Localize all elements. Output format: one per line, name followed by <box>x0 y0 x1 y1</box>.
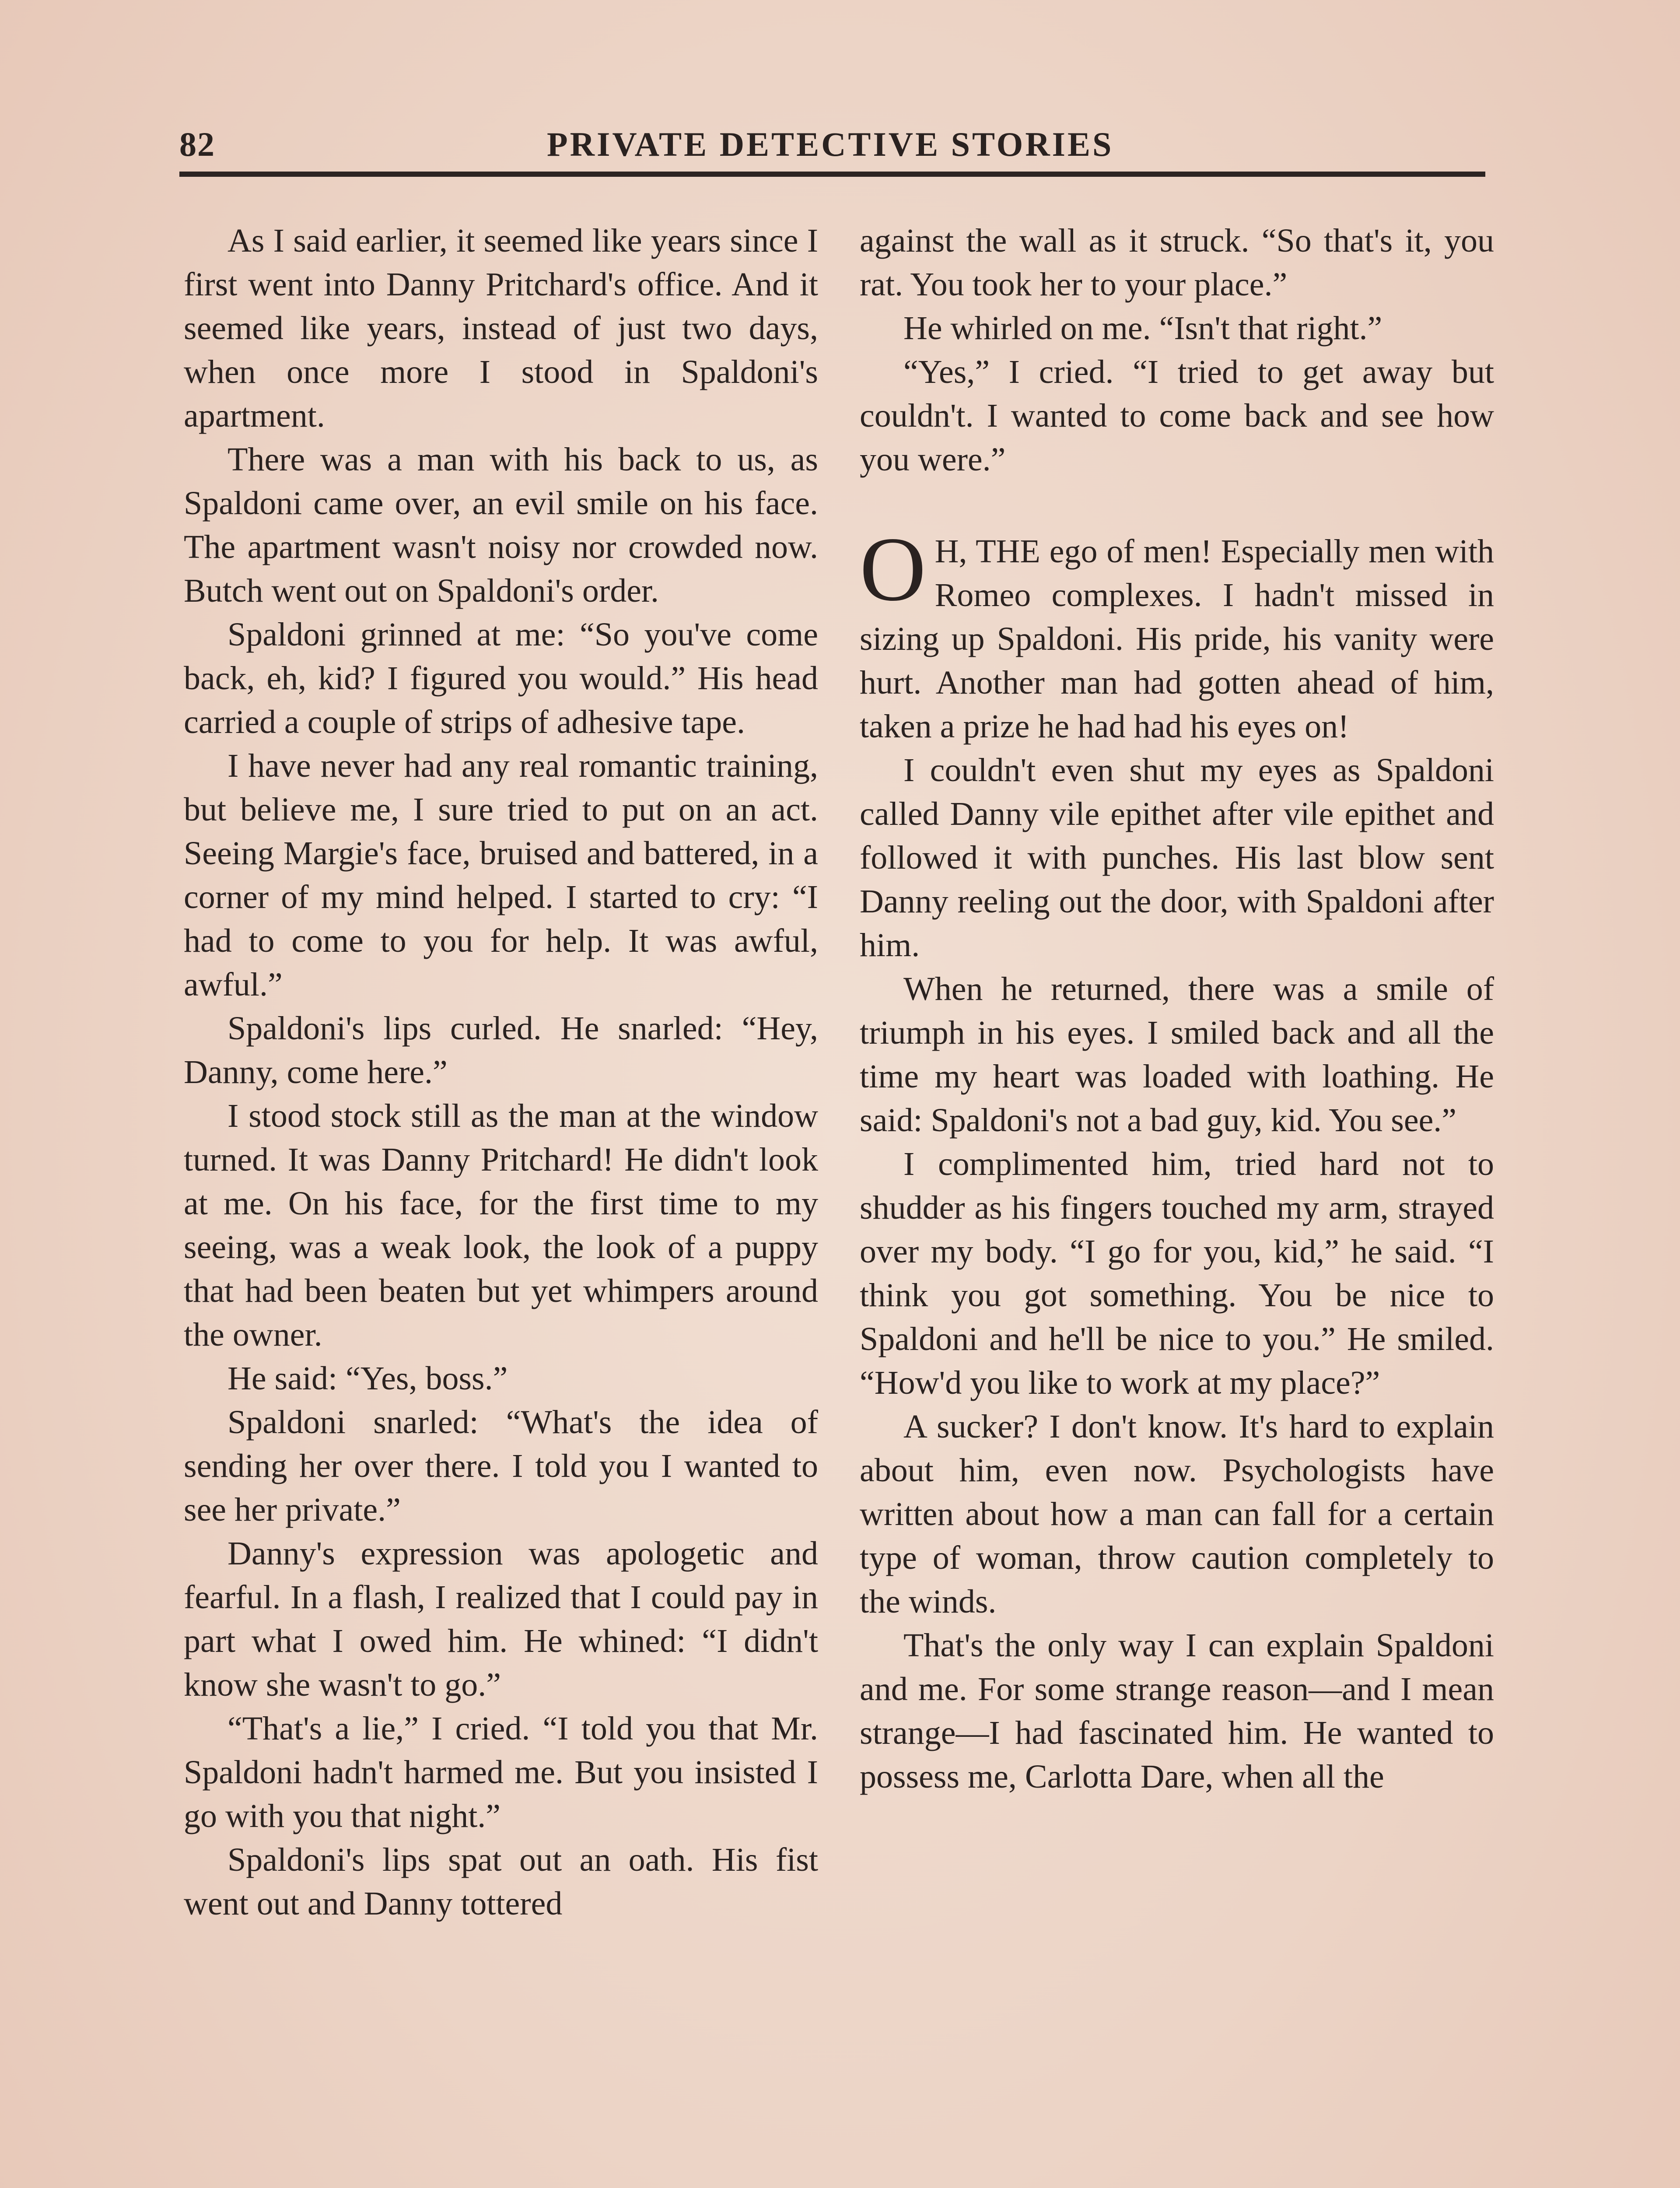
paragraph: He said: “Yes, boss.” <box>228 1360 508 1397</box>
paragraph: against the wall as it struck. “So that's it, you rat. You took her to your place.” <box>860 222 1494 303</box>
drop-cap-paragraph-text: H, THE ego of men! Especially men with Romeo complexes. I hadn't missed in sizing up Spaldoni. His pride, his vanity were hurt. Another man had gotten ahead of him, taken a prize he had had his eyes on! <box>860 533 1494 745</box>
page-number: 82 <box>179 125 215 163</box>
paragraph: When he returned, there was a smile of triumph in his eyes. I smiled back and all the time my heart was loaded with loathing. He said: Spaldoni's not a bad guy, kid. You see.” <box>860 971 1494 1139</box>
section-break <box>860 481 1494 529</box>
paragraph: A sucker? I don't know. It's hard to explain about him, even now. Psychologists have written about how a man can fall for a certain type of woman, throw caution completely to the winds. <box>860 1408 1494 1620</box>
paragraph: Spaldoni's lips spat out an oath. His fist went out and Danny tottered <box>184 1841 818 1922</box>
paragraph: Spaldoni snarled: “What's the idea of sending her over there. I told you I wanted to see her private.” <box>184 1404 818 1528</box>
paragraph: That's the only way I can explain Spaldoni and me. For some strange reason—and I mean strange—I had fascinated him. He wanted to possess me, Carlotta Dare, when all the <box>860 1627 1494 1795</box>
paragraph: I couldn't even shut my eyes as Spaldoni called Danny vile epithet after vile epithet and followed it with punches. His last blow sent Danny reeling out the door, with Spaldoni after him. <box>860 752 1494 964</box>
paragraph: I stood stock still as the man at the window turned. It was Danny Pritchard! He didn't look at me. On his face, for the first time to my seeing, was a weak look, the look of a puppy that had been beaten but yet whimpers around the owner. <box>184 1098 818 1353</box>
right-column <box>860 219 1494 1799</box>
paragraph: Spaldoni's lips curled. He snarled: “Hey, Danny, come here.” <box>184 1010 818 1090</box>
paragraph: Spaldoni grinned at me: “So you've come back, eh, kid? I figured you would.” His head carried a couple of strips of adhesive tape. <box>184 616 818 740</box>
running-title: PRIVATE DETECTIVE STORIES <box>547 125 1114 163</box>
paragraph: I complimented him, tried hard not to shudder as his fingers touched my arm, strayed over my body. “I go for you, kid,” he said. “I think you got something. You be nice to Spaldoni and he'll be nice to you.” He smiled. “How'd you like to work at my place?” <box>860 1146 1494 1401</box>
paragraph: “That's a lie,” I cried. “I told you that Mr. Spaldoni hadn't harmed me. But you insisted I go with you that night.” <box>184 1710 818 1834</box>
paragraph: Danny's expression was apologetic and fearful. In a flash, I realized that I could pay in part what I owed him. He whined: “I didn't know she wasn't to go.” <box>184 1535 818 1703</box>
header-rule <box>179 172 1485 177</box>
paragraph: “Yes,” I cried. “I tried to get away but couldn't. I wanted to come back and see how you were.” <box>860 354 1494 478</box>
paragraph: I have never had any real romantic training, but believe me, I sure tried to put on an act. Seeing Margie's face, bruised and battered, in a corner of my mind helped. I started to cry: “I had to come to you for help. It was awful, awful.” <box>184 747 818 1003</box>
paragraph: As I said earlier, it seemed like years since I first went into Danny Pritchard's office. And it seemed like years, instead of just two days, when once more I stood in Spaldoni's apartment. <box>184 222 818 434</box>
drop-cap: O <box>860 519 926 620</box>
page-header <box>179 120 1488 177</box>
left-column <box>184 219 818 1925</box>
drop-cap-paragraph <box>860 519 1494 748</box>
paragraph: He whirled on me. “Isn't that right.” <box>903 310 1382 347</box>
paragraph: There was a man with his back to us, as Spaldoni came over, an evil smile on his face. The apartment wasn't noisy nor crowded now. Butch went out on Spaldoni's order. <box>184 441 818 609</box>
